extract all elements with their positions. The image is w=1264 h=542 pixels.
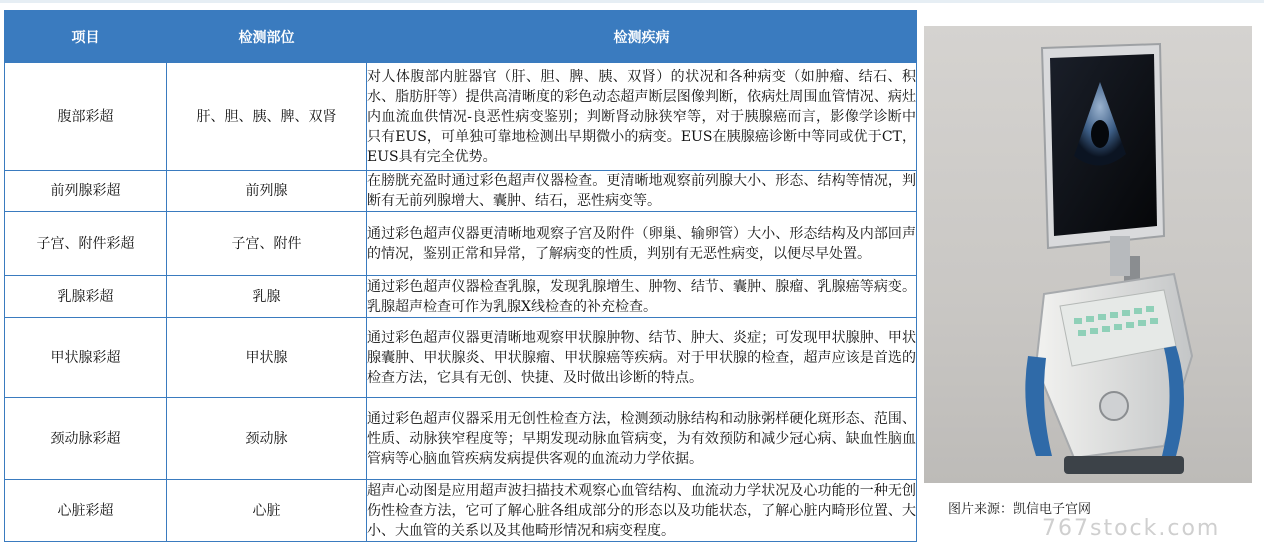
row-item: 腹部彩超	[5, 63, 167, 171]
table-row	[5, 171, 917, 212]
row-disease: 通过彩色超声仪器检查乳腺，发现乳腺增生、肿物、结节、囊肿、腺瘤、乳腺癌等病变。乳腺超声检查可作为乳腺X线检查的补充检查。	[367, 276, 917, 318]
header-item: 项目	[5, 11, 167, 63]
row-item: 前列腺彩超	[5, 171, 167, 212]
row-site: 子宫、附件	[167, 212, 367, 276]
row-disease: 通过彩色超声仪器采用无创性检查方法，检测颈动脉结构和动脉粥样硬化斑形态、范围、性质、动脉狭窄程度等；早期发现动脉血管病变，为有效预防和减少冠心病、缺血性脑血管病等心脑血管疾病发病提供客观的血流动力学依据。	[367, 398, 917, 480]
table-row	[5, 276, 917, 318]
row-item: 乳腺彩超	[5, 276, 167, 318]
row-item: 子宫、附件彩超	[5, 212, 167, 276]
row-item: 甲状腺彩超	[5, 318, 167, 398]
ultrasound-machine-photo	[924, 26, 1252, 483]
row-item: 心脏彩超	[5, 480, 167, 542]
row-site: 前列腺	[167, 171, 367, 212]
row-disease: 对人体腹部内脏器官（肝、胆、脾、胰、双肾）的状况和各种病变（如肿瘤、结石、积水、脂肪肝等）提供高清晰度的彩色动态超声断层图像判断，依病灶周围血管情况、病灶内血流血供情况-良恶性病变鉴别；判断肾动脉狭窄等，对于胰腺癌而言，影像学诊断中只有EUS，可单独可靠地检测出早期微小的病变。EUS在胰腺癌诊断中等同或优于CT，EUS具有完全优势。	[367, 63, 917, 171]
row-site: 心脏	[167, 480, 367, 542]
table-row	[5, 212, 917, 276]
top-rule	[0, 0, 1264, 3]
row-site: 肝、胆、胰、脾、双肾	[167, 63, 367, 171]
row-item: 颈动脉彩超	[5, 398, 167, 480]
watermark: 767stock.com	[1042, 516, 1221, 541]
table-row	[5, 63, 917, 171]
table-row	[5, 480, 917, 542]
row-disease: 在膀胱充盈时通过彩色超声仪器检查。更清晰地观察前列腺大小、形态、结构等情况，判断有无前列腺增大、囊肿、结石，恶性病变等。	[367, 171, 917, 212]
row-disease: 超声心动图是应用超声波扫描技术观察心血管结构、血流动力学状况及心功能的一种无创伤性检查方法，它可了解心脏各组成部分的形态以及功能状态，了解心脏内畸形位置、大小、大血管的关系以及其他畸形情况和病变程度。	[367, 480, 917, 542]
header-disease: 检测疾病	[367, 11, 917, 63]
row-disease: 通过彩色超声仪器更清晰地观察子宫及附件（卵巢、输卵管）大小、形态结构及内部回声的情况，鉴别正常和异常，了解病变的性质，判别有无恶性病变，以便尽早处置。	[367, 212, 917, 276]
header-site: 检测部位	[167, 11, 367, 63]
table-row	[5, 318, 917, 398]
ultrasound-exam-table	[4, 10, 917, 542]
image-caption: 图片来源：凯信电子官网	[948, 502, 1092, 517]
row-disease: 通过彩色超声仪器更清晰地观察甲状腺肿物、结节、肿大、炎症；可发现甲状腺肿、甲状腺囊肿、甲状腺炎、甲状腺瘤、甲状腺癌等疾病。对于甲状腺的检查，超声应该是首选的检查方法，它具有无创、快捷、及时做出诊断的特点。	[367, 318, 917, 398]
row-site: 乳腺	[167, 276, 367, 318]
row-site: 甲状腺	[167, 318, 367, 398]
ultrasound-machine-illustration	[924, 26, 1252, 483]
table-header-row	[5, 11, 917, 63]
table-row	[5, 398, 917, 480]
row-site: 颈动脉	[167, 398, 367, 480]
